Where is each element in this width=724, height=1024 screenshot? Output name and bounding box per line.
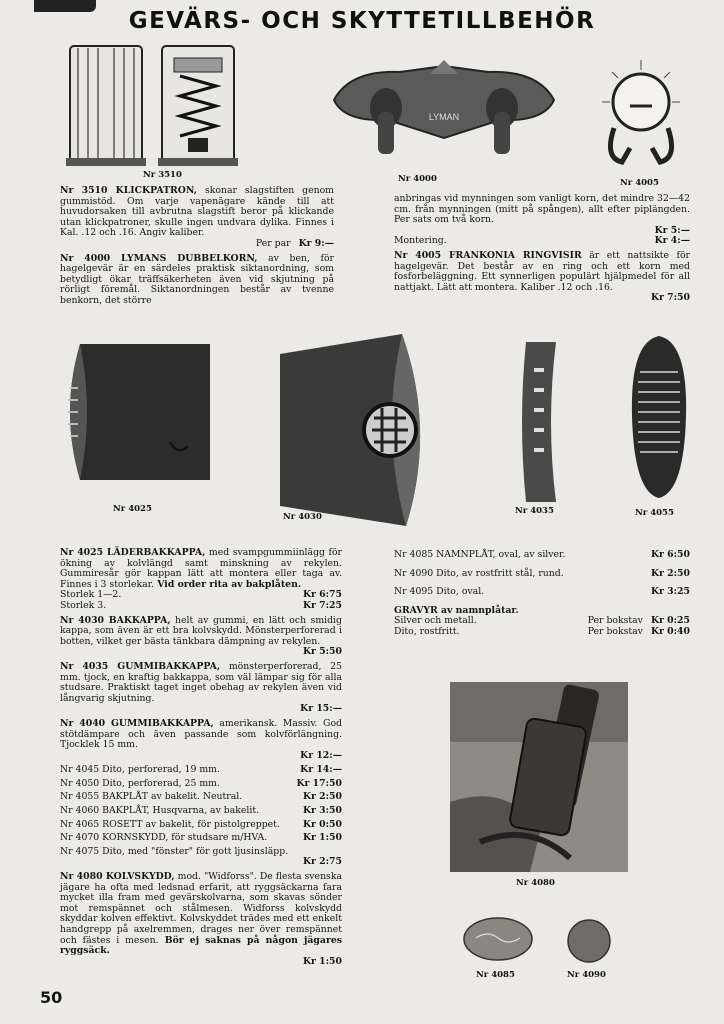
gravyr-1-label: Silver och metall. bbox=[394, 615, 477, 627]
product-4080-price: Kr 1:50 bbox=[302, 955, 342, 967]
product-4070-label: Nr 4070 KORNSKYDD, för studsare m/HVA. bbox=[60, 832, 268, 844]
product-4085-label: Nr 4085 NAMNPLÅT, oval, av silver. bbox=[394, 549, 566, 560]
product-4050-row bbox=[60, 779, 342, 790]
product-4095-row bbox=[394, 587, 690, 598]
ringvisir-illustration bbox=[600, 58, 682, 168]
product-4075-price: Kr 2:75 bbox=[302, 856, 342, 868]
product-4030-body: helt av gummi, en lätt och smidig kappa, som även är ett bra kolvskydd. Mönsterperforerad i botten, vilket ger bästa tänkbara dämpning av rekylen. bbox=[60, 614, 342, 647]
product-4085-price: Kr 6:50 bbox=[650, 549, 690, 560]
product-4025-note: Vid order rita av bakplåten. bbox=[154, 578, 302, 590]
product-4080-heading: Nr 4080 KOLVSKYDD, bbox=[60, 871, 175, 883]
namnplat-oval-illustration bbox=[462, 916, 534, 962]
product-4055-label: Nr 4055 BAKPLÅT av bakelit. Neutral. bbox=[60, 791, 243, 803]
gravyr-1-price: Kr 0:25 bbox=[650, 615, 690, 627]
product-4035-price: Kr 15:— bbox=[300, 703, 342, 715]
caption-4005: Nr 4005 bbox=[620, 178, 659, 188]
product-4000-desc bbox=[60, 186, 334, 239]
product-4025-row-2 bbox=[60, 601, 342, 612]
namnplat-rund-illustration bbox=[566, 918, 612, 964]
klickpatron-illustration bbox=[64, 40, 238, 172]
gummibakkappa-illustration bbox=[516, 338, 560, 506]
product-4060-label: Nr 4060 BAKPLÅT, Husqvarna, av bakelit. bbox=[60, 805, 260, 817]
product-4080-note: Bör ej saknas på någon jägares ryggsäck. bbox=[60, 934, 342, 957]
right-bottom-column bbox=[394, 550, 690, 638]
product-4090-row bbox=[394, 569, 690, 580]
gravyr-2-unit: Per bokstav bbox=[587, 625, 643, 637]
caption-4090: Nr 4090 bbox=[567, 970, 606, 980]
product-4025-size-1: Storlek 1—2. bbox=[60, 589, 122, 601]
bakkappa-illustration bbox=[276, 330, 436, 530]
product-4035-body: mönsterperforerad, 25 mm. tjock, en kraftig bakkappa, som väl lämpar sig för alla studsare. Praktiskt taget inget obehag av rekylen även vid långvarig skjutning. bbox=[60, 660, 343, 704]
product-4055-price: Kr 2:50 bbox=[302, 791, 342, 803]
gravyr-row-2 bbox=[394, 627, 690, 638]
caption-4035: Nr 4035 bbox=[515, 506, 554, 516]
laderbakkappa-illustration bbox=[60, 338, 212, 488]
product-4025-heading: Nr 4025 LÄDERBAKKAPPA, bbox=[60, 547, 206, 558]
product-4095-label: Nr 4095 Dito, oval. bbox=[394, 586, 485, 598]
product-3510-body: skonar slagstiften genom gummistöd. Om varje vapenägare kände till att huvudorsaken till avbrutna slagstift beror på klickande utan klickpatroner, skulle ingen undvara dylika. Finnes i Kal. .12 och .16. Angiv kaliber. bbox=[60, 185, 334, 239]
left-top-column bbox=[60, 186, 334, 311]
product-4005-heading: Nr 4005 FRANKONIA RINGVISIR bbox=[394, 249, 582, 261]
product-4090-price: Kr 2:50 bbox=[650, 567, 690, 579]
product-4030-price: Kr 5:50 bbox=[302, 646, 342, 658]
product-4040-price-row bbox=[60, 751, 342, 762]
gravyr-1-unit: Per bokstav bbox=[587, 615, 643, 627]
caption-4025: Nr 4025 bbox=[113, 504, 152, 514]
product-4000-continued: anbringas vid mynningen som vanligt korn, det mindre 32—42 cm. från mynningen (mitt på spången), allt efter piplängden. Per sats om två korn. bbox=[394, 193, 690, 226]
right-top-column bbox=[394, 194, 690, 304]
product-4050-price: Kr 17:50 bbox=[296, 777, 342, 789]
product-4035-heading: Nr 4035 GUMMIBAKKAPPA, bbox=[60, 660, 221, 672]
product-4030-price-row bbox=[60, 647, 342, 658]
product-4005-price: Kr 7:50 bbox=[650, 292, 690, 304]
caption-4030: Nr 4030 bbox=[283, 512, 322, 522]
caption-4085: Nr 4085 bbox=[476, 970, 515, 980]
product-4060-price: Kr 3:50 bbox=[302, 805, 342, 817]
product-4090-label: Nr 4090 Dito, av rostfritt stål, rund. bbox=[394, 567, 564, 579]
lyman-dubbelkorn-illustration bbox=[330, 50, 558, 160]
product-4080-price-row bbox=[60, 957, 342, 968]
left-bottom-column bbox=[60, 548, 342, 967]
product-4025-price-1: Kr 6:75 bbox=[302, 589, 342, 601]
product-4065-label: Nr 4065 ROSETT av bakelit, för pistolgreppet. bbox=[60, 818, 280, 830]
product-4035-price-row bbox=[60, 704, 342, 715]
gravyr-2-label: Dito, rostfritt. bbox=[394, 625, 460, 637]
gravyr-2-price: Kr 0:40 bbox=[650, 625, 690, 637]
product-4000-price-2: Kr 4:— bbox=[654, 235, 690, 247]
product-4005-price-row bbox=[394, 293, 690, 304]
product-4040-heading: Nr 4040 GUMMIBAKKAPPA, bbox=[60, 717, 214, 729]
product-4080-body: mod. "Widforss". De flesta svenska jägare ha ofta med ledsnad erfarit, att ryggsäckarna fara mycket illa fram med gevärskolvarna, som skavas sönder mot remspännet och stålmesen. Widforss kolvskydd skyddar kolven effektivt. Kolvskyddet trädes med ett enkelt handgrepp på axelremmen, drages ner över remspännet och fästes i mesen. bbox=[60, 871, 342, 946]
product-4000-montering: Montering. bbox=[394, 235, 447, 247]
product-4000-heading: Nr 4000 LYMANS DUBBELKORN, bbox=[60, 252, 258, 264]
kolvskydd-photo bbox=[450, 682, 628, 872]
product-4025-size-2: Storlek 3. bbox=[60, 599, 107, 611]
product-4050-label: Nr 4050 Dito, perforerad, 25 mm. bbox=[60, 777, 220, 789]
product-4000-desc-start bbox=[60, 254, 334, 307]
product-4065-row bbox=[60, 820, 342, 831]
caption-4000: Nr 4000 bbox=[398, 174, 437, 184]
product-4025-body: med svampgummiinlägg för ökning av kolvlängd samt minskning av rekylen. Gummiresår gör kappan lätt att montera eller taga av. Finnes i 3 storlekar. bbox=[60, 547, 343, 590]
product-4075-label: Nr 4075 Dito, med "fönster" för gott ljusinsläpp. bbox=[60, 845, 289, 857]
page-title: GEVÄRS- OCH SKYTTETILLBEHÖR bbox=[128, 8, 596, 34]
product-3510-price-row bbox=[60, 239, 334, 250]
product-4045-label: Nr 4045 Dito, perforerad, 19 mm. bbox=[60, 764, 220, 776]
product-4085-row bbox=[394, 550, 690, 561]
product-4000-body: av ben, för hagelgevär är en särdeles praktisk siktanordning, som betydligt ökar träffsäkerheten även vid skjutning på rörligt föremål. Siktanordningen består av tvenne benkorn, det större bbox=[60, 252, 334, 306]
product-4075-price-row bbox=[60, 857, 342, 868]
product-3510-unit: Per par bbox=[255, 237, 291, 249]
lyman-label: LYMAN bbox=[428, 112, 460, 122]
product-4025-price-2: Kr 7:25 bbox=[302, 599, 342, 611]
product-4040-price: Kr 12:— bbox=[300, 749, 342, 761]
page-number: 50 bbox=[40, 988, 63, 1007]
product-4045-price: Kr 14:— bbox=[300, 764, 342, 776]
product-4040-body: amerikansk. Massiv. God stötdämpare och även passande som kolvförlängning. Tjocklek 15 mm. bbox=[60, 717, 342, 751]
product-4070-price: Kr 1:50 bbox=[302, 832, 342, 844]
product-4095-price: Kr 3:25 bbox=[650, 586, 690, 598]
bakplat-illustration bbox=[628, 332, 690, 502]
product-4000-price-1: Kr 5:— bbox=[654, 224, 690, 236]
caption-4055: Nr 4055 bbox=[635, 508, 674, 518]
product-4000-price-row-2 bbox=[394, 236, 690, 247]
product-3510-heading: Nr 3510 KLICKPATRON, bbox=[60, 185, 198, 196]
gravyr-heading: GRAVYR av namnplåtar. bbox=[394, 604, 519, 616]
product-4065-price: Kr 0:50 bbox=[302, 818, 342, 830]
product-4005-body: är ett nattsikte för hagelgevär. Det består av en ring och ett korn med fosforbeläggning. Ett synnerligen populärt hjälpmedel för all nattjakt. Lätt att montera. Kaliber .12 och .16. bbox=[394, 249, 690, 293]
product-4045-row bbox=[60, 765, 342, 776]
caption-4080: Nr 4080 bbox=[516, 878, 555, 888]
product-3510-price: Kr 9:— bbox=[298, 237, 334, 249]
caption-3510: Nr 3510 bbox=[143, 170, 182, 180]
product-4055-row bbox=[60, 792, 342, 803]
product-4030-heading: Nr 4030 BAKKAPPA, bbox=[60, 614, 171, 626]
product-4070-row bbox=[60, 833, 342, 844]
product-4060-row bbox=[60, 806, 342, 817]
